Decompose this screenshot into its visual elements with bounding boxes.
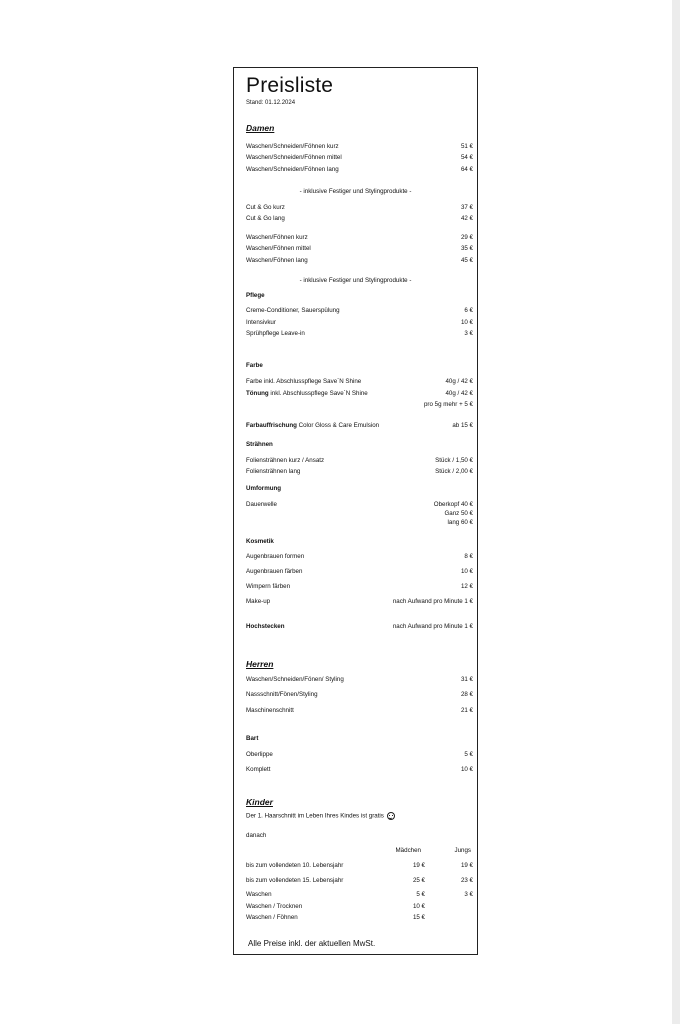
kinder-row-label: Waschen / Trocknen: [246, 903, 303, 910]
kinder-row-jungs: 23 €: [460, 877, 473, 884]
straehnen-item-label: Foliensträhnen kurz / Ansatz: [246, 457, 325, 464]
kinder-intro: [246, 812, 395, 821]
damen-item-price: 37 €: [460, 204, 473, 211]
damen-item-label: Waschen/Schneiden/Föhnen kurz: [246, 143, 339, 150]
damen-item-price: 45 €: [460, 257, 473, 264]
toenung-label: inkl. Abschlusspflege Save`N Shine: [268, 390, 368, 397]
damen-note-styling: - inklusive Festiger und Stylingprodukte -: [299, 188, 412, 195]
subsection-kosmetik-heading: Kosmetik: [246, 538, 274, 545]
damen-item-label: Waschen/Schneiden/Föhnen lang: [246, 166, 339, 173]
straehnen-item-price: Stück / 2,00 €: [435, 468, 473, 475]
kinder-row-jungs: 3 €: [464, 891, 473, 898]
dauerwelle-price-oberkopf: Oberkopf 40 €: [433, 501, 473, 508]
straehnen-item-price: Stück / 1,50 €: [435, 457, 473, 464]
kinder-row-maedchen: 5 €: [416, 891, 425, 898]
toenung-item: [246, 390, 368, 398]
footer-vat-note: Alle Preise inkl. der aktuellen MwSt.: [248, 939, 376, 948]
kinder-col-jungs: Jungs: [454, 847, 471, 854]
herren-item-price: 28 €: [460, 691, 473, 698]
smiley-icon: [387, 812, 395, 820]
kinder-row-maedchen: 15 €: [412, 914, 425, 921]
kosmetik-item-label: Augenbrauen färben: [246, 568, 303, 575]
damen-item-price: 51 €: [460, 143, 473, 150]
damen-item-label: Cut & Go kurz: [246, 204, 285, 211]
toenung-price: 40g / 42 €: [445, 390, 473, 397]
farbauffrischung-label-bold: Farbauffrischung: [246, 422, 297, 429]
bart-item-price: 10 €: [460, 766, 473, 773]
kosmetik-item-price: nach Aufwand pro Minute 1 €: [392, 598, 473, 605]
kinder-row-maedchen: 10 €: [412, 903, 425, 910]
farbe-item-label: Farbe inkl. Abschlusspflege Save`N Shine: [246, 378, 362, 385]
hochstecken-heading: Hochstecken: [246, 623, 285, 630]
dauerwelle-price-ganz: Ganz 50 €: [444, 510, 473, 517]
kinder-row-label: Waschen: [246, 891, 272, 898]
kinder-row-maedchen: 19 €: [412, 862, 425, 869]
pflege-item-price: 10 €: [460, 319, 473, 326]
herren-item-label: Nassschnitt/Fönen/Styling: [246, 691, 318, 698]
bart-item-label: Oberlippe: [246, 751, 273, 758]
pflege-item-price: 6 €: [464, 307, 473, 314]
pflege-item-label: Creme-Conditioner, Sauerspülung: [246, 307, 340, 314]
kosmetik-item-price: 12 €: [460, 583, 473, 590]
kinder-col-maedchen: Mädchen: [395, 847, 421, 854]
dauerwelle-price-lang: lang 60 €: [447, 519, 473, 526]
farbe-extra-price: pro 5g mehr + 5 €: [423, 401, 473, 408]
pflege-item-price: 3 €: [464, 330, 473, 337]
kinder-row-label: bis zum vollendeten 15. Lebensjahr: [246, 877, 344, 884]
kosmetik-item-price: 10 €: [460, 568, 473, 575]
damen-item-price: 64 €: [460, 166, 473, 173]
stand-date: Stand: 01.12.2024: [246, 100, 296, 106]
kinder-intro-text: Der 1. Haarschnitt im Leben Ihres Kindes ist gratis: [246, 812, 384, 820]
section-herren-heading: Herren: [246, 659, 274, 669]
damen-item-label: Waschen/Föhnen lang: [246, 257, 308, 264]
subsection-farbe-heading: Farbe: [246, 362, 263, 369]
bart-item-price: 5 €: [464, 751, 473, 758]
pflege-item-label: Intensivkur: [246, 319, 276, 326]
damen-item-price: 35 €: [460, 245, 473, 252]
page-title: Preisliste: [246, 74, 334, 97]
damen-item-label: Waschen/Föhnen kurz: [246, 234, 308, 241]
kosmetik-item-label: Augenbrauen formen: [246, 553, 305, 560]
kinder-row-jungs: 19 €: [460, 862, 473, 869]
kosmetik-item-price: 8 €: [464, 553, 473, 560]
damen-item-price: 29 €: [460, 234, 473, 241]
section-kinder-heading: Kinder: [246, 797, 273, 807]
section-damen-heading: Damen: [246, 123, 275, 133]
subsection-straehnen-heading: Strähnen: [246, 441, 273, 448]
kinder-row-label: bis zum vollendeten 10. Lebensjahr: [246, 862, 344, 869]
page-scrollbar[interactable]: [672, 0, 680, 1024]
subsection-pflege-heading: Pflege: [246, 292, 265, 299]
farbe-item-price: 40g / 42 €: [445, 378, 473, 385]
kinder-danach: danach: [246, 832, 267, 839]
kinder-row-label: Waschen / Föhnen: [246, 914, 298, 921]
damen-note-styling: - inklusive Festiger und Stylingprodukte -: [299, 277, 412, 284]
herren-item-label: Waschen/Schneiden/Fönen/ Styling: [246, 676, 344, 683]
hochstecken-price: nach Aufwand pro Minute 1 €: [392, 623, 473, 630]
subsection-umformung-heading: Umformung: [246, 485, 282, 492]
toenung-label-bold: Tönung: [246, 390, 269, 397]
damen-item-price: 42 €: [460, 215, 473, 222]
herren-item-label: Maschinenschnitt: [246, 707, 294, 714]
straehnen-item-label: Foliensträhnen lang: [246, 468, 301, 475]
farbauffrischung-label: Color Gloss & Care Emulsion: [296, 422, 380, 429]
kosmetik-item-label: Wimpern färben: [246, 583, 291, 590]
kinder-row-maedchen: 25 €: [412, 877, 425, 884]
dauerwelle-label: Dauerwelle: [246, 501, 277, 508]
herren-item-price: 31 €: [460, 676, 473, 683]
farbauffrischung-price: ab 15 €: [452, 422, 473, 429]
bart-item-label: Komplett: [246, 766, 271, 773]
damen-item-label: Waschen/Föhnen mittel: [246, 245, 311, 252]
farbauffrischung-item: [246, 422, 379, 430]
herren-item-price: 21 €: [460, 707, 473, 714]
damen-item-label: Cut & Go lang: [246, 215, 285, 222]
subsection-bart-heading: Bart: [246, 735, 259, 742]
damen-item-label: Waschen/Schneiden/Föhnen mittel: [246, 154, 342, 161]
kosmetik-item-label: Make-up: [246, 598, 271, 605]
damen-item-price: 54 €: [460, 154, 473, 161]
pflege-item-label: Sprühpflege Leave-in: [246, 330, 305, 337]
price-list-sheet: [233, 67, 478, 955]
